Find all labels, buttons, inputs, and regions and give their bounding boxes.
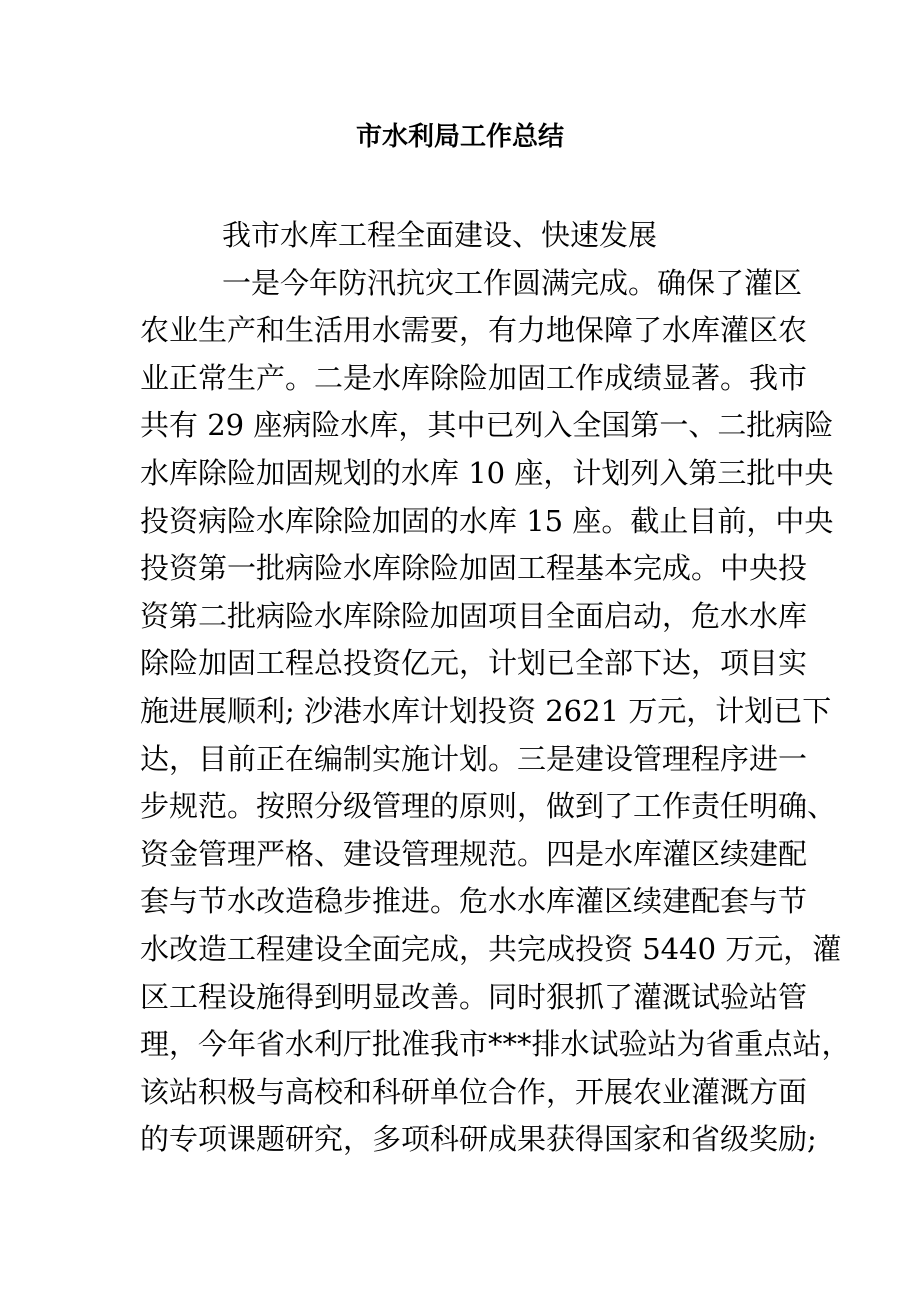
text-line: 步规范。按照分级管理的原则，做到了工作责任明确、 [140, 789, 837, 824]
text-line: 资金管理严格、建设管理规范。四是水库灌区续建配 [140, 836, 808, 871]
text-line: 共有 29 座病险水库，其中已列入全国第一、二批病险 [140, 408, 834, 443]
text-line: 套与节水改造稳步推进。危水水库灌区续建配套与节 [140, 884, 808, 919]
text-line: 投资第一批病险水库除险加固工程基本完成。中央投 [140, 551, 808, 586]
text-line: 业正常生产。二是水库除险加固工作成绩显著。我市 [140, 360, 808, 395]
text-line: 施进展顺利; 沙港水库计划投资 2621 万元，计划已下 [140, 693, 832, 728]
text-line: 水改造工程建设全面完成，共完成投资 5440 万元，灌 [140, 931, 842, 966]
text-line: 资第二批病险水库除险加固项目全面启动，危水水库 [140, 598, 808, 633]
text-line: 投资病险水库除险加固的水库 15 座。截止目前，中央 [140, 503, 834, 538]
text-line: 一是今年防汛抗灾工作圆满完成。确保了灌区 [222, 265, 803, 300]
text-line: 该站积极与高校和科研单位合作，开展农业灌溉方面 [140, 1074, 808, 1109]
text-line: 农业生产和生活用水需要，有力地保障了水库灌区农 [140, 313, 808, 348]
text-line: 除险加固工程总投资亿元，计划已全部下达，项目实 [140, 646, 808, 681]
document-body [140, 212, 851, 1164]
text-line: 的专项课题研究，多项科研成果获得国家和省级奖励; [140, 1122, 817, 1157]
text-line: 理，今年省水利厅批准我市***排水试验站为省重点站， [140, 1027, 851, 1062]
text-line: 水库除险加固规划的水库 10 座，计划列入第三批中央 [140, 455, 834, 490]
text-line: 达，目前正在编制实施计划。三是建设管理程序进一 [140, 741, 808, 776]
subtitle-paragraph: 我市水库工程全面建设、快速发展 [222, 218, 658, 252]
text-line: 区工程设施得到明显改善。同时狠抓了灌溉试验站管 [140, 979, 808, 1014]
document-title: 市水利局工作总结 [355, 122, 564, 152]
